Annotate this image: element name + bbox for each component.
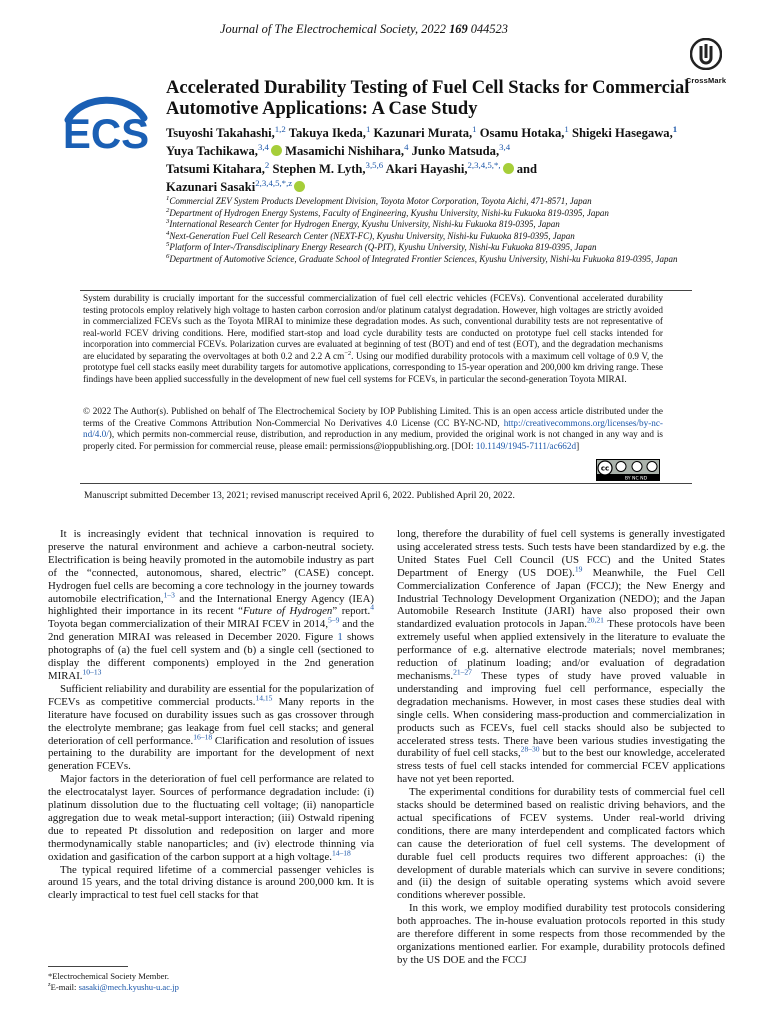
author[interactable]: Tsuyoshi Takahashi,$^{1,2}$: [166, 123, 286, 140]
ecs-logo-text: ECS: [62, 110, 150, 157]
citation-ref[interactable]: 14,15: [255, 693, 273, 703]
citation-ref[interactable]: 19: [574, 564, 583, 574]
citation-ref[interactable]: 16–18: [193, 731, 213, 741]
author[interactable]: Osamu Hotaka,$^1$: [479, 123, 569, 140]
citation-ref[interactable]: 10–13: [82, 667, 102, 677]
affiliation: $^1$Commercial ZEV System Products Development Division, Toyota Motor Corporation, Toyota Aichi, 471-8571, Japan: [166, 195, 592, 206]
journal-article-number: 044523: [467, 22, 508, 36]
author[interactable]: Tatsumi Kitahara,$^2$: [166, 159, 270, 176]
orcid-icon[interactable]: [503, 163, 514, 174]
journal-volume: 169: [449, 22, 468, 36]
citation-ref[interactable]: 5–9: [328, 615, 340, 625]
footnotes: [48, 966, 374, 993]
author[interactable]: Kazunari Sasaki$^{2,3,4,5,*,z}$: [166, 180, 305, 194]
italic-text: Future of Hydrogen: [242, 605, 333, 618]
citation-ref[interactable]: 14–18: [331, 848, 351, 858]
author[interactable]: Stephen M. Lyth,$^{3,5,6}$: [272, 159, 384, 176]
citation-ref[interactable]: 1–3: [163, 589, 175, 599]
citation-ref[interactable]: 21–27: [453, 667, 472, 677]
crossmark-icon: [690, 38, 722, 70]
affiliation: $^6$Department of Automotive Science, Graduate School of Integrated Frontier Sciences, Kyushu University, Nishi-ku Fukuoka 819-0395, Japan: [166, 252, 678, 264]
footnote-email: $^z$E-mail: sasaki@mech.kyushu-u.ac.jp: [48, 982, 179, 992]
citation-ref[interactable]: 20,21: [586, 615, 604, 625]
license-link[interactable]: http://creativecommons.org/licenses/by-nc-nd/4.0/: [83, 417, 663, 440]
ecs-logo: [60, 92, 152, 158]
author[interactable]: Takuya Ikeda,$^1$: [288, 123, 371, 140]
affiliation: $^4$Next-Generation Fuel Cell Research Center (NEXT-FC), Kyushu University, Nishi-ku Fukuoka 819-0395, Japan: [166, 229, 575, 241]
crossmark-label: CrossMark: [685, 76, 727, 85]
svg-text:BY NC ND: BY NC ND: [624, 476, 648, 481]
author[interactable]: Junko Matsuda,$^{3,4}$: [411, 141, 511, 158]
figure-ref[interactable]: 1: [337, 631, 343, 644]
affiliation-list: [166, 196, 706, 266]
affiliation: $^5$Platform of Inter-/Transdisciplinary Energy Research (Q-PIT), Kyushu University, Nishi-ku Fukuoka 819-0395, Japan: [166, 241, 597, 253]
footnote-rule: [48, 966, 128, 967]
body-column-right: [397, 528, 725, 967]
doi-link[interactable]: 10.1149/1945-7111/ac662d: [475, 440, 577, 451]
by-icon: [616, 462, 626, 472]
cc-license-badge[interactable]: [596, 459, 660, 481]
footnote-member: *Electrochemical Society Member.: [48, 971, 169, 981]
nd-icon: [647, 462, 657, 472]
author[interactable]: Akari Hayashi,$^{2,3,4,5,*,}$: [386, 162, 514, 176]
citation-ref[interactable]: 4: [370, 602, 374, 612]
paragraph: The typical required lifetime of a commercial passenger vehicles is around 15 years, and the total driving distance is around 200,000 km. It is clearly impractical to test fuel cell stacks for that: [48, 863, 374, 902]
paragraph: Sufficient reliability and durability are essential for the popularization of FCEVs as competitive commercial products.$^{14,15}$ Many reports in the literature have focused on durability issues such as gas crossover through the electrolyte membrane; gas leakage from fuel cell stacks; and general deterioration of cell performance.$^{16-18}$ Clarification and resolution of issues pertaining to the durability are important for the development of next generation FCEVs.: [48, 682, 375, 773]
abstract-text: System durability is crucially important for the successful commercialization of fuel cell electric vehicles (FCEVs). Conventional accelerated durability testing protocols employ relatively high voltage to hasten carbon corrosion and/or platinum catalyst degradation. However, high voltages are strictly avoided in commercialized FCEVs such as the Toyota MIRAI to minimize these degradation modes. As such, conventional durability tests are not representative of real-world FCEV driving conditions. Here, modified start-stop and load cycle durability tests are conducted on prototype fuel cell stacks intended for incorporation into commercial FCEVs. Polarization curves are evaluated at beginning of test (BOT) and end of test (EOT), and the degradation mechanisms are elucidated by separating the overvoltages at both 0.2 and 2.2 A $cm^{-2}$. Using our modified durability protocols with a maximum cell voltage of 0.9 V, the prototype fuel cell stacks easily meet durability targets for automotive applications, corresponding to 15-year operation and 200,000 km driving range. These findings have been applied successfully in the development of new fuel cell systems for FCEVs, in particular the second-generation Toyota MIRAI.: [83, 293, 663, 384]
license-text: © 2022 The Author(s). Published on behalf of The Electrochemical Society by IOP Publishing Limited. This is an open access article distributed under the terms of the Creative Commons Attribution Non-Commercial No Derivatives 4.0 License (CC BY-NC-ND, http://creativecommons.org/licenses/by-nc-nd/4.0/), which permits non-commercial reuse, distribution, and reproduction in any medium, provided the original work is not changed in any way and is properly cited. For permission for commercial reuse, please email: permissions@ioppublishing.org. [DOI: 10.1149/1945-7111/ac662d]: [83, 406, 663, 451]
paragraph: In this work, we employ modified durability test protocols considering both approaches. The in-house evaluation protocols reported in this study are therefore different in some respects from those recommended by the organizations mentioned earlier. For example, durability protocols defined by the US DOE and the FCCJ: [397, 902, 725, 966]
paragraph: The experimental conditions for durability tests of commercial fuel cell stacks should be determined based on realistic driving behaviors, and the actual specifications of FCEV systems. Under real-world driving conditions, there are many interdependent and complicated factors which can cause the deterioration of fuel cell systems. The development of durable fuel cell products requires two different approaches: (i) the development of durable materials which can survive in severe conditions; and (ii) the design of suitable operating systems which avoid severe conditions wherever possible.: [397, 786, 725, 902]
paragraph: long, therefore the durability of fuel cell systems is generally investigated using accelerated stress tests. Such tests have been standardized by e.g. the United States Fuel Cell Council (US FCC) and the United States Department of Energy (US DOE).$^{19}$ Meanwhile, the Fuel Cell Commercialization Conference of Japan (FCCJ); the New Energy and Industrial Technology Development Organization (NEDO); and the Japan Automobile Research Institute (JARI) have also proposed their own standardized evaluation protocols in Japan.$^{20,21}$ These protocols have been extremely useful when applied extensively in the literature to evaluate the performance of e.g. alternative electrode materials; novel membranes; reduction of platinum loading; and/or evaluation of degradation mechanisms.$^{21-27}$ These types of study have proved valuable in understanding and improving fuel cell performance, especially the degradation mechanisms. However, in most cases these studies deal with single cells. When considering mass-production and commercialization in products such as FCEVs, fuel cell stacks should also be subjected to accelerated stress tests. There have been various studies investigating the durability of fuel cell stacks,$^{28-30}$ but to the best our knowledge, accelerated stress tests of fuel cell stacks intended for commercial FCEV applications have not yet been reported.: [397, 528, 725, 786]
author-conjunction: and: [516, 162, 538, 176]
paragraph: Major factors in the deterioration of fuel cell performance are related to the electrocatalyst layer. Sources of performance degradation include: (i) platinum dissolution due to the fluctuating cell voltage; (ii) nanoparticle aggregation due to weak metal-support interaction; (iii) Ostwald ripening due to repeated Pt dissolution and redeposition on larger and more thermodynamically stable nanoparticles; and (iv) electrode thinning via oxidation and gasification of the carbon support at a high voltage.$^{14-18}$: [48, 773, 374, 863]
affiliation: $^3$International Research Center for Hydrogen Energy, Kyushu University, Nishi-ku Fukuoka 819-0395, Japan: [166, 218, 560, 230]
article-title: Accelerated Durability Testing of Fuel Cell Stacks for Commercial Automotive Applications: A Case Study: [166, 78, 690, 119]
nc-icon: [632, 462, 642, 472]
manuscript-dates: Manuscript submitted December 13, 2021; revised manuscript received April 6, 2022. Published April 20, 2022.: [84, 490, 515, 501]
author[interactable]: Masamichi Nishihara,$^4$: [285, 141, 409, 158]
orcid-icon[interactable]: [271, 145, 282, 156]
citation-ref[interactable]: 28–30: [520, 744, 540, 754]
author-list: [166, 124, 706, 196]
journal-year: , 2022: [414, 22, 450, 36]
svg-text:cc: cc: [600, 464, 610, 473]
paragraph: It is increasingly evident that technical innovation is required to preserve the natural environment and achieve a carbon-neutral society. Electrification is being heavily promoted in the automobile industry as part of the “connected, autonomous, shared, electric” (CASE) concept. Hydrogen fuel cells are becoming a core technology in the journey towards automobile electrification,$^{1-3}$ and the International Energy Agency (IEA) highlighted their importance in its recent “Future of Hydrogen” report.$^4$ Toyota began commercialization of their MIRAI FCEV in 2014,$^{5-9}$ and the 2nd generation MIRAI was released in December 2020. Figure 1 shows photographs of (a) the fuel cell system and (b) a single cell (sectioned to display the different components) employed in the 2nd generation MIRAI.$^{10-13}$: [48, 528, 374, 682]
author[interactable]: Kazunari Murata,$^1$: [373, 123, 477, 140]
body-column-left: [48, 528, 374, 902]
author[interactable]: Yuya Tachikawa,$^{3,4}$: [166, 144, 282, 158]
journal-name: Journal of The Electrochemical Society: [220, 22, 415, 36]
affiliation: $^2$Department of Hydrogen Energy Systems, Faculty of Engineering, Kyushu University, Nishi-ku Fukuoka 819-0395, Japan: [166, 206, 609, 218]
email-link[interactable]: sasaki@mech.kyushu-u.ac.jp: [78, 982, 179, 992]
orcid-icon[interactable]: [294, 181, 305, 192]
author[interactable]: Shigeki Hasegawa,$^1$: [571, 123, 678, 140]
journal-citation: [220, 22, 560, 37]
